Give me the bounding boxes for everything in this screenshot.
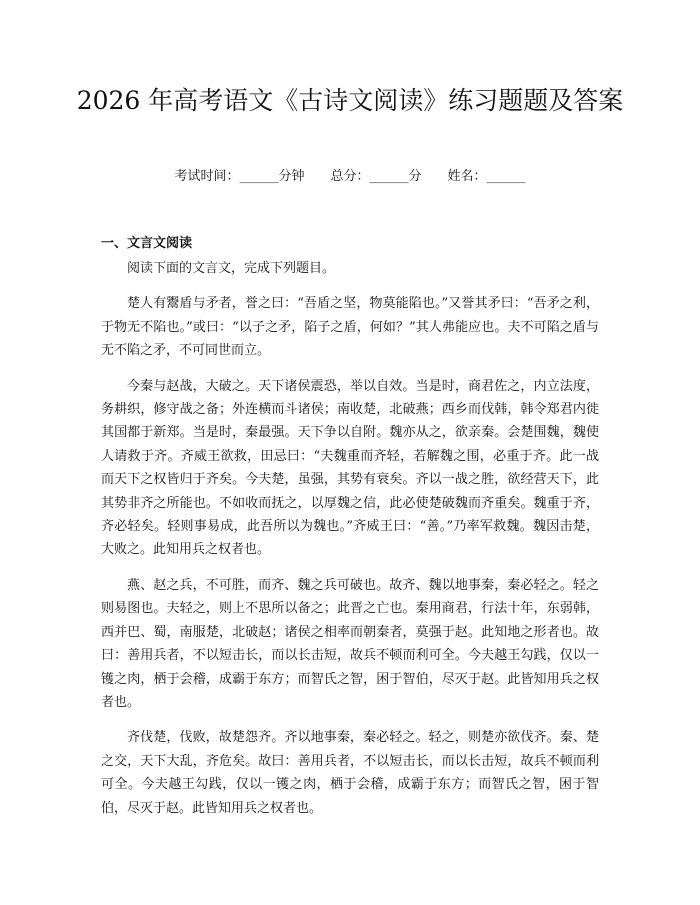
passage-paragraph: 今秦与赵战，大破之。天下诸侯震恐，举以自效。当是时，商君佐之，内立法度，务耕织，修守战之备；外连横而斗诸侯；南收楚，北破燕；西乡而伐韩，韩令郑君内徙其国都于新郑。当是时，秦最强。天下争以自附。魏亦从之，欲亲秦。会楚围魏，魏使人请救于齐。齐威王欲救，田忌曰：“夫魏重而齐轻，若解魏之围，必重于齐。此一战而天下之权皆归于齐矣。今夫楚，虽强，其势有衰矣。齐以一战之胜，欲经营天下，此其势非齐之所能也。不如收而抚之，以厚魏之信，此必使楚破魏而齐重矣。魏重于齐，齐必轻矣。轻则事易成，此吾所以为魏也。”齐威王曰：“善。”乃率军救魏。魏因击楚，大败之。此知用兵之权者也。 <box>101 378 599 558</box>
name-label: 姓名：______ <box>447 169 526 184</box>
reading-passage <box>101 257 599 832</box>
exam-info-line <box>0 168 700 186</box>
passage-paragraph: 楚人有鬻盾与矛者，誉之曰：“吾盾之坚，物莫能陷也。”又誉其矛曰：“吾矛之利，于物无不陷也。”或曰：“以子之矛，陷子之盾，何如？”其人弗能应也。夫不可陷之盾与无不陷之矛，不可同世而立。 <box>101 296 599 359</box>
instruction-text: 阅读下面的文言文，完成下列题目。 <box>127 261 336 276</box>
document-title: 2026 年高考语文《古诗文阅读》练习题题及答案 <box>76 86 624 115</box>
passage-paragraph: 燕、赵之兵，不可胜，而齐、魏之兵可破也。故齐、魏以地事秦，秦必轻之。轻之则易图也。夫轻之，则上不思所以备之；此晋之亡也。秦用商君，行法十年，东弱韩，西并巴、蜀，南服楚，北破赵；诸侯之相率而朝秦者，莫强于赵。此知地之形者也。故曰：善用兵者，不以短击长，而以长击短，故兵不顿而利可全。今夫越王勾践，仅以一镬之肉，栖于会稽，成霸于东方；而智氏之智，困于智伯，尽灭于赵。此皆知用兵之权者也。 <box>101 577 599 710</box>
section-heading: 一、文言文阅读 <box>101 236 193 251</box>
exam-time-label: 考试时间：______分钟 <box>174 169 305 184</box>
passage-paragraph: 齐伐楚，伐败，故楚怨齐。齐以地事秦，秦必轻之。轻之，则楚亦欲伐齐。秦、楚之交，天下大乱，齐危矣。故曰：善用兵者，不以短击长，而以长击短，故兵不顿而利可全。今夫越王勾践，仅以一镬之肉，栖于会稽，成霸于东方；而智氏之智，困于智伯，尽灭于赵。此皆知用兵之权者也。 <box>101 730 599 816</box>
total-score-label: 总分：______分 <box>330 169 422 184</box>
